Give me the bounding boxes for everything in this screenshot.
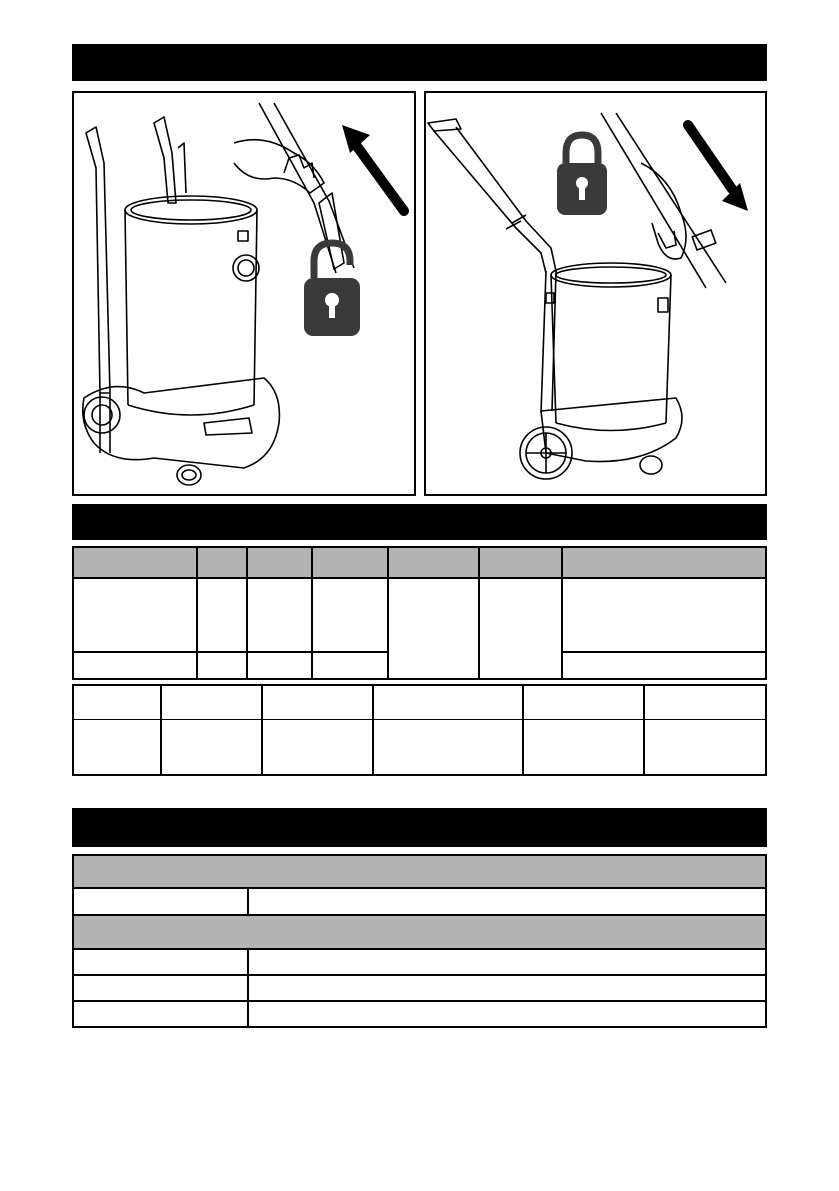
info-table: [72, 854, 767, 1028]
section-header-troubleshooting: [72, 808, 767, 847]
spec-table-1: [72, 546, 767, 680]
illustration-handle-lock: [424, 91, 767, 496]
info-table-group-header-2: [72, 915, 767, 948]
section-header-illustrations: [72, 44, 767, 81]
spec-table-1-header: [72, 546, 767, 577]
vacuum-lock-drawing: [426, 93, 767, 496]
illustration-handle-unlock: [72, 91, 416, 496]
spec-table-2: [72, 684, 767, 776]
vacuum-unlock-drawing: [74, 93, 416, 496]
info-table-group-header-1: [72, 854, 767, 887]
locked-padlock-icon: [557, 135, 607, 215]
section-header-specifications: [72, 504, 767, 540]
